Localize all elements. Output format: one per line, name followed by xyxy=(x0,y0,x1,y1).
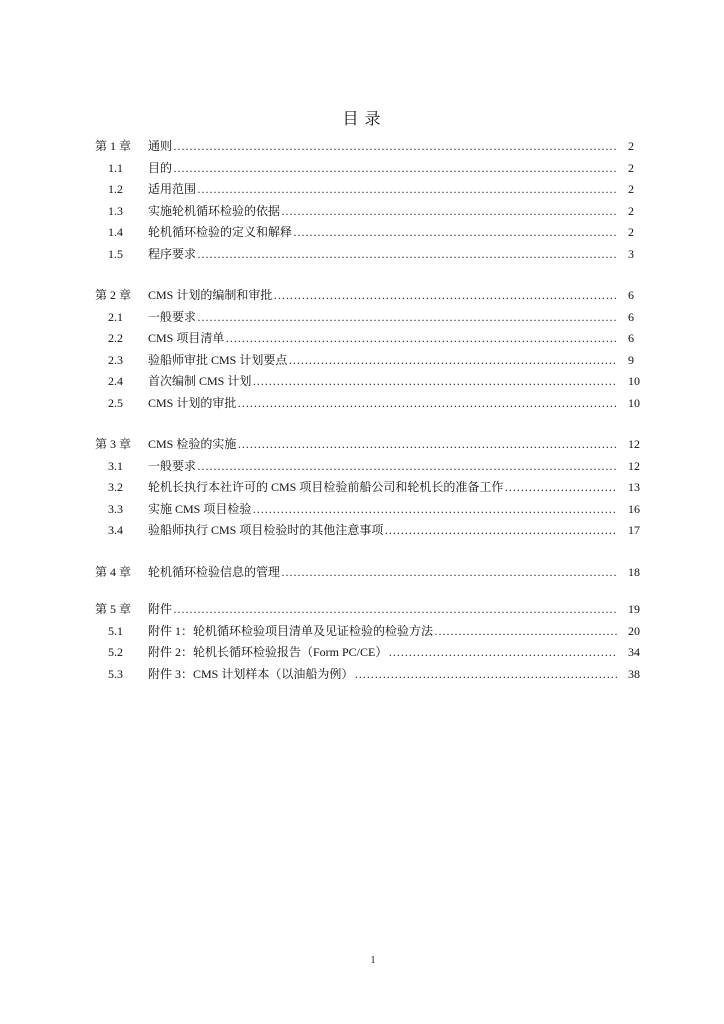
toc-entry-1-5 xyxy=(95,244,650,266)
entry-title: 首次编制 CMS 计划 xyxy=(148,374,252,388)
leader-dots xyxy=(173,158,617,180)
entry-page-number: 38 xyxy=(628,666,640,681)
leader-dots xyxy=(197,456,617,478)
entry-title: 程序要求 xyxy=(148,246,197,261)
entry-page-number: 12 xyxy=(628,458,640,473)
leader-dots xyxy=(252,499,617,521)
chapter-label: 第 4 章 xyxy=(95,564,132,579)
leader-dots xyxy=(281,201,617,223)
entry-page-number: 13 xyxy=(628,480,640,494)
toc-entry-chapter-5 xyxy=(95,599,650,621)
leader-dots xyxy=(237,393,617,415)
toc-entry-2-3 xyxy=(95,350,650,372)
section-number: 3.4 xyxy=(108,523,123,537)
leader-dots xyxy=(273,285,617,307)
section-number: 2.3 xyxy=(108,352,123,367)
entry-title: 通则 xyxy=(148,139,173,153)
toc-entry-2-4 xyxy=(95,371,650,393)
entry-page-number: 16 xyxy=(628,501,640,516)
toc-entry-3-1 xyxy=(95,456,650,478)
entry-title: 一般要求 xyxy=(148,309,197,324)
entry-page-number: 19 xyxy=(628,602,640,616)
table-of-contents xyxy=(95,136,650,685)
entry-title: 实施 CMS 项目检验 xyxy=(148,501,252,516)
section-number: 1.3 xyxy=(108,203,123,218)
chapter-group-3 xyxy=(95,434,650,542)
entry-title: 一般要求 xyxy=(148,458,197,473)
leader-dots xyxy=(384,520,617,542)
entry-page-number: 6 xyxy=(628,331,634,345)
section-number: 2.5 xyxy=(108,395,123,410)
entry-page-number: 18 xyxy=(628,564,640,579)
leader-dots xyxy=(225,328,617,350)
entry-title: 附件 2：轮机长循环检验报告（Form PC/CE） xyxy=(148,645,388,659)
leader-dots xyxy=(354,664,617,686)
chapter-group-5 xyxy=(95,599,650,685)
entry-page-number: 12 xyxy=(628,437,640,451)
entry-page-number: 2 xyxy=(628,182,634,196)
entry-title: 附件 1：轮机循环检验项目清单及见证检验的检验方法 xyxy=(148,623,434,638)
entry-page-number: 9 xyxy=(628,352,634,367)
toc-entry-3-4 xyxy=(95,520,650,542)
entry-page-number: 10 xyxy=(628,374,640,388)
entry-title: CMS 计划的审批 xyxy=(148,395,237,410)
toc-entry-5-2 xyxy=(95,642,650,664)
entry-page-number: 2 xyxy=(628,225,634,239)
entry-page-number: 2 xyxy=(628,203,634,218)
section-number: 1.5 xyxy=(108,246,123,261)
leader-dots xyxy=(288,350,617,372)
leader-dots xyxy=(504,477,617,499)
entry-page-number: 2 xyxy=(628,139,634,153)
entry-page-number: 10 xyxy=(628,395,640,410)
section-number: 3.2 xyxy=(108,480,123,494)
entry-title: CMS 检验的实施 xyxy=(148,437,237,451)
chapter-label: 第 2 章 xyxy=(95,288,132,302)
toc-entry-chapter-2 xyxy=(95,285,650,307)
toc-entry-5-3 xyxy=(95,664,650,686)
section-number: 5.3 xyxy=(108,666,123,681)
toc-entry-1-1 xyxy=(95,158,650,180)
chapter-label: 第 1 章 xyxy=(95,139,132,153)
chapter-label: 第 3 章 xyxy=(95,437,132,451)
chapter-group-1 xyxy=(95,136,650,265)
entry-title: CMS 项目清单 xyxy=(148,331,225,345)
leader-dots xyxy=(252,371,617,393)
entry-title: 轮机循环检验信息的管理 xyxy=(148,564,281,579)
section-number: 3.3 xyxy=(108,501,123,516)
toc-heading: 目 录 xyxy=(342,111,382,128)
entry-page-number: 3 xyxy=(628,246,634,261)
section-number: 3.1 xyxy=(108,458,123,473)
entry-title: 实施轮机循环检验的依据 xyxy=(148,203,281,218)
footer-page-number: 1 xyxy=(370,955,376,966)
leader-dots xyxy=(197,244,617,266)
entry-title: 适用范围 xyxy=(148,182,197,196)
section-number: 1.4 xyxy=(108,225,123,239)
toc-entry-3-2 xyxy=(95,477,650,499)
leader-dots xyxy=(173,136,617,158)
toc-entry-1-3 xyxy=(95,201,650,223)
toc-entry-5-1 xyxy=(95,621,650,643)
entry-title: 附件 xyxy=(148,602,173,616)
toc-entry-2-5 xyxy=(95,393,650,415)
entry-page-number: 20 xyxy=(628,623,640,638)
leader-dots xyxy=(388,642,617,664)
chapter-label: 第 5 章 xyxy=(95,602,132,616)
toc-entry-1-4 xyxy=(95,222,650,244)
section-number: 2.4 xyxy=(108,374,123,388)
leader-dots xyxy=(281,562,617,584)
entry-page-number: 34 xyxy=(628,645,640,659)
section-number: 2.1 xyxy=(108,309,123,324)
toc-entry-2-2 xyxy=(95,328,650,350)
section-number: 2.2 xyxy=(108,331,123,345)
toc-entry-chapter-4 xyxy=(95,562,650,584)
toc-entry-chapter-1 xyxy=(95,136,650,158)
leader-dots xyxy=(197,179,617,201)
chapter-group-4 xyxy=(95,562,650,584)
leader-dots xyxy=(293,222,617,244)
toc-entry-1-2 xyxy=(95,179,650,201)
leader-dots xyxy=(197,307,617,329)
leader-dots xyxy=(434,621,617,643)
entry-page-number: 6 xyxy=(628,288,634,302)
chapter-group-2 xyxy=(95,285,650,414)
entry-title: 附件 3：CMS 计划样本（以油船为例） xyxy=(148,666,354,681)
toc-entry-3-3 xyxy=(95,499,650,521)
toc-entry-2-1 xyxy=(95,307,650,329)
section-number: 5.2 xyxy=(108,645,123,659)
entry-title: CMS 计划的编制和审批 xyxy=(148,288,273,302)
toc-entry-chapter-3 xyxy=(95,434,650,456)
leader-dots xyxy=(237,434,617,456)
entry-title: 验船师执行 CMS 项目检验时的其他注意事项 xyxy=(148,523,384,537)
section-number: 5.1 xyxy=(108,623,123,638)
leader-dots xyxy=(173,599,617,621)
section-number: 1.1 xyxy=(108,160,123,175)
entry-page-number: 6 xyxy=(628,309,634,324)
section-number: 1.2 xyxy=(108,182,123,196)
entry-title: 轮机循环检验的定义和解释 xyxy=(148,225,293,239)
entry-page-number: 17 xyxy=(628,523,640,537)
entry-title: 验船师审批 CMS 计划要点 xyxy=(148,352,288,367)
entry-title: 目的 xyxy=(148,160,173,175)
entry-page-number: 2 xyxy=(628,160,634,175)
entry-title: 轮机长执行本社许可的 CMS 项目检验前船公司和轮机长的准备工作 xyxy=(148,480,504,494)
